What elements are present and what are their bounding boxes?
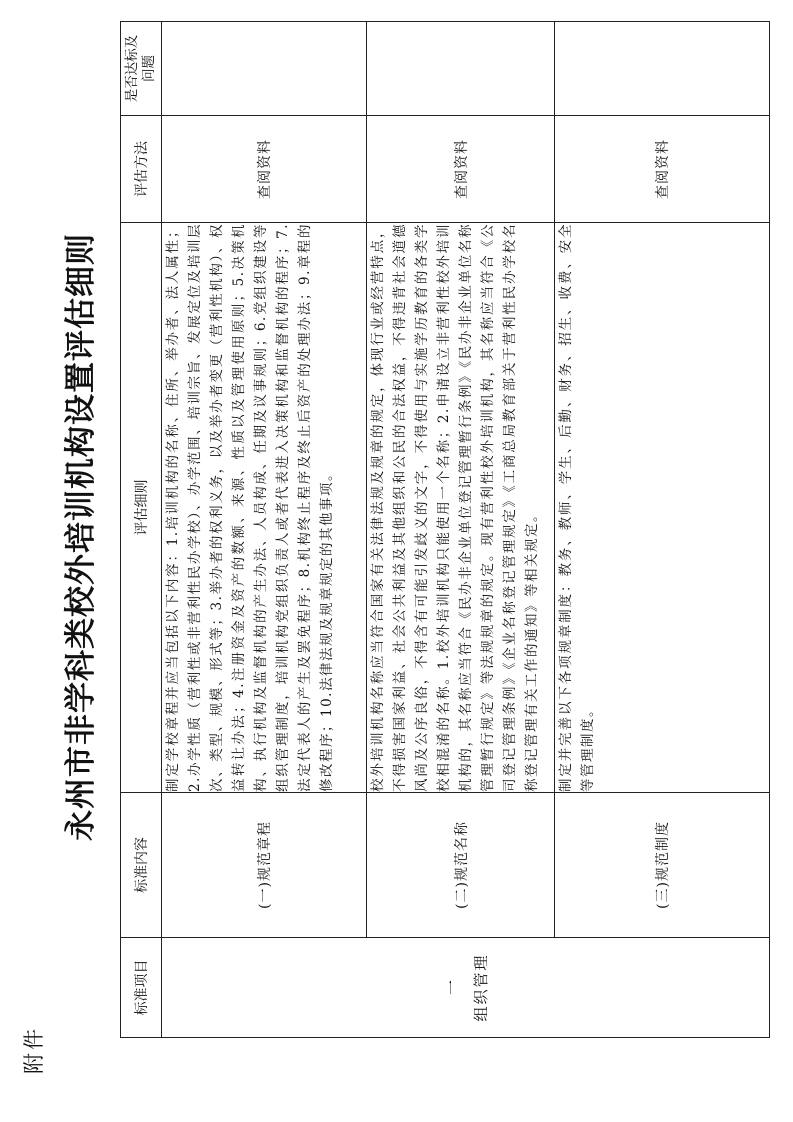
- method-cell: 查阅资料: [162, 116, 367, 223]
- header-status-line2: 问题: [141, 55, 157, 82]
- status-cell: [367, 22, 555, 116]
- rules-cell: 制定学校章程并应当包括以下内容：1.培训机构的名称、住所、举办者、法人属性；2.办学性质（营利性或非营利性民办学校）、办学范围、培训宗旨、发展定位及培训层次、类型、规模、形式等；3.举办者的权利义务，以及举办者变更（营利性机构）、权益转让办法；4.注册资金及资产的数额、来源、性质以及管理使用原则；5.决策机构、执行机构及监督机构的产生办法、人员构成、任期及议事规则；6.党组织建设等组织管理制度，培训机构党组织负责人或者代表进入决策机构和监督机构的程序；7.法定代表人的产生及罢免程序；8.机构终止程序及终止后资产的处理办法；9.章程的修改程序；10.法律法规及规章规定的其他事项。: [162, 223, 367, 793]
- table-row: [367, 22, 555, 1038]
- rules-cell: 校外培训机构名称应当符合国家有关法律法规及规章的规定，体现行业或经营特点，不得损害国家利益、社会公共利益及其他组织和公民的合法权益，不得违背社会道德风尚及公序良俗，不得含有可能引发歧义的文字，不得使用与实施学历教育的各类学校相混淆的名称。1.校外培训机构只能使用一个名称；2.申请设立非营利性校外培训机构的，其名称应当符合《民办非企业单位登记管理暂行条例》《民办非企业单位名称管理暂行规定》等法规规章的规定。现有营利性校外培训机构，其名称应当符合《公司登记管理条例》《企业名称登记管理规定》《工商总局教育部关于营利性民办学校名称登记管理有关工作的通知》等相关规定。: [367, 223, 555, 793]
- header-rules: 评估细则: [121, 223, 162, 793]
- category-number: 一: [442, 980, 461, 996]
- table-row: [162, 22, 367, 1038]
- document-title: 永州市非学科类校外培训机构设置评估细则: [63, 233, 99, 841]
- category-name: 组织管理: [471, 953, 490, 1022]
- table-header-row: [121, 22, 162, 1038]
- method-cell: 查阅资料: [367, 116, 555, 223]
- evaluation-table: [120, 21, 770, 1038]
- annex-label: 附件: [22, 1026, 46, 1074]
- content-cell: (三)规范制度: [555, 793, 770, 938]
- header-status: [121, 22, 162, 116]
- category-cell: [162, 938, 770, 1038]
- header-status-line1: 是否达标及: [124, 34, 140, 103]
- header-method: 评估方法: [121, 116, 162, 223]
- content-cell: (二)规范名称: [367, 793, 555, 938]
- rules-cell: 制定并完善以下各项规章制度：教务、教师、学生、后勤、财务、招生、收费、安全等管理制度。: [555, 223, 770, 793]
- status-cell: [555, 22, 770, 116]
- header-content: 标准内容: [121, 793, 162, 938]
- method-cell: 查阅资料: [555, 116, 770, 223]
- status-cell: [162, 22, 367, 116]
- header-project: 标准项目: [121, 938, 162, 1038]
- content-cell: (一)规范章程: [162, 793, 367, 938]
- table-row: [555, 22, 770, 1038]
